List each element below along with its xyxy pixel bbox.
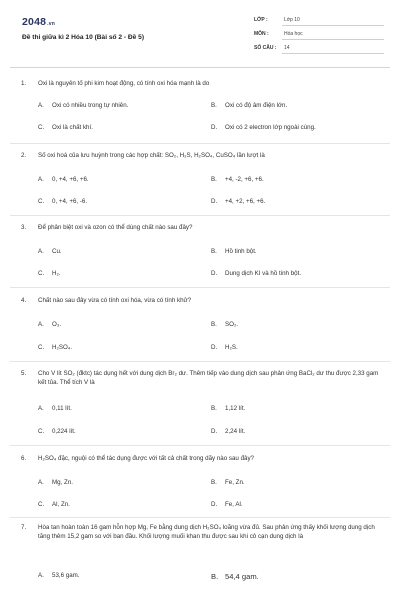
option-text: Oxi có độ âm điện lớn. — [225, 102, 288, 109]
question-text: H₂SO₄ đặc, nguội có thể tác dụng được với tất cả chất trong dãy nào sau đây? — [38, 455, 254, 462]
question-divider — [10, 445, 390, 446]
meta-underline — [282, 25, 384, 26]
question-divider — [10, 287, 390, 288]
meta-key: MÔN : — [254, 31, 269, 37]
option-b[interactable]: B. 54,4 gam. — [211, 572, 259, 581]
option-text: 0,224 lít. — [52, 428, 76, 435]
option-b[interactable]: B. SO₂. — [211, 321, 239, 328]
question-divider — [10, 143, 390, 144]
question-text: Số oxi hoá của lưu huỳnh trong các hợp chất: SO₂, H₂S, H₂SO₄, CuSO₄ lần lượt là — [38, 152, 265, 159]
option-d[interactable]: D. 2,24 lít. — [211, 428, 246, 435]
option-a[interactable]: A. O₃. — [38, 321, 62, 328]
question-number: 7. — [21, 524, 27, 531]
question-divider — [10, 215, 390, 216]
option-c[interactable]: C. 0, +4, +6, -6. — [38, 198, 88, 205]
meta-value: Hóa học — [284, 31, 303, 37]
header-divider — [10, 67, 390, 68]
option-text: Oxi có nhiều trong tự nhiên. — [52, 102, 129, 109]
option-a[interactable]: A. 0,11 lít. — [38, 405, 72, 412]
meta-value: 14 — [284, 45, 290, 51]
question-number: 5. — [21, 370, 27, 377]
option-text: SO₂. — [225, 321, 239, 328]
option-c[interactable]: C. H₂SO₄. — [38, 344, 73, 351]
question-divider — [10, 361, 390, 362]
question-number: 2. — [21, 152, 27, 159]
option-text: H₂. — [52, 270, 61, 277]
option-text: +4, +2, +6, +6. — [225, 198, 266, 205]
option-b[interactable]: B. Hồ tinh bột. — [211, 248, 257, 255]
option-b[interactable]: B. Oxi có độ âm điện lớn. — [211, 102, 288, 109]
option-a[interactable]: A. Oxi có nhiều trong tự nhiên. — [38, 102, 129, 109]
meta-key: LỚP : — [254, 17, 268, 23]
logo-main: 2048 — [22, 16, 47, 28]
question-number: 4. — [21, 297, 27, 304]
question-number: 6. — [21, 455, 27, 462]
option-a[interactable]: A. 53,6 gam. — [38, 572, 80, 579]
question-text: Để phân biệt oxi và ozon có thể dùng chất nào sau đây? — [38, 224, 193, 231]
option-a[interactable]: A. Mg, Zn. — [38, 479, 73, 486]
question-text: Oxi là nguyên tố phi kim hoạt động, có tính oxi hóa mạnh là do — [38, 80, 210, 87]
question-text: Cho V lít SO₂ (đktc) tác dụng hết với dung dịch Br₂ dư. Thêm tiếp vào dung dịch sau phản ứng BaCl₂ dư thu được 2,33 gam kết tủa. Thể tích V là — [38, 370, 379, 386]
question-divider — [10, 517, 390, 518]
option-text: Al, Zn. — [52, 501, 70, 508]
option-text: H₂S. — [225, 344, 238, 351]
meta-key: SỐ CÂU : — [254, 45, 277, 51]
option-d[interactable]: D. +4, +2, +6, +6. — [211, 198, 266, 205]
option-text: 2,24 lít. — [225, 428, 246, 435]
option-text: O₃. — [52, 321, 62, 328]
option-d[interactable]: D. Fe, Al. — [211, 501, 243, 508]
option-c[interactable]: C. Oxi là chất khí. — [38, 124, 93, 131]
option-text: 54,4 gam. — [225, 572, 259, 581]
option-a[interactable]: A. Cu. — [38, 248, 62, 255]
logo-suffix: .vn — [47, 21, 55, 27]
meta-underline — [282, 53, 384, 54]
meta-value: Lớp 10 — [284, 17, 300, 23]
option-b[interactable]: B. 1,12 lít. — [211, 405, 246, 412]
option-text: 0, +4, +6, +6. — [52, 176, 89, 183]
question-number: 3. — [21, 224, 27, 231]
option-text: H₂SO₄. — [52, 344, 73, 351]
meta-row-class — [254, 17, 384, 27]
option-text: 0, +4, +6, -6. — [52, 198, 88, 205]
option-text: Oxi là chất khí. — [52, 124, 93, 131]
option-text: Dung dịch KI và hồ tinh bột. — [225, 270, 302, 277]
option-text: Fe, Al. — [225, 501, 243, 508]
option-text: Cu. — [52, 248, 62, 255]
option-d[interactable]: D. Oxi có 2 electron lớp ngoài cùng. — [211, 124, 316, 131]
option-text: 0,11 lít. — [52, 405, 72, 412]
exam-header — [0, 0, 400, 62]
option-text: +4, -2, +6, +6. — [225, 176, 264, 183]
option-text: 53,6 gam. — [52, 572, 80, 579]
site-logo[interactable] — [22, 15, 55, 30]
meta-underline — [282, 39, 384, 40]
option-text: Oxi có 2 electron lớp ngoài cùng. — [225, 124, 316, 131]
option-a[interactable]: A. 0, +4, +6, +6. — [38, 176, 89, 183]
option-d[interactable]: D. H₂S. — [211, 344, 238, 351]
question-number: 1. — [21, 80, 27, 87]
option-c[interactable]: C. Al, Zn. — [38, 501, 70, 508]
meta-row-count — [254, 45, 384, 55]
option-text: Mg, Zn. — [52, 479, 73, 486]
option-c[interactable]: C. 0,224 lít. — [38, 428, 76, 435]
question-text: Chất nào sau đây vừa có tính oxi hóa, vừa có tính khử? — [38, 297, 192, 304]
option-text: Hồ tinh bột. — [225, 248, 257, 255]
question-text: Hòa tan hoàn toàn 16 gam hỗn hợp Mg, Fe bằng dung dịch H₂SO₄ loãng vừa đủ. Sau phản ứng thấy khối lượng dung dịch tăng thêm 15,2 gam so với ban đầu. Khối lượng muối khan thu được sau khi cô cạn dung dịch là — [38, 524, 375, 540]
option-text: Fe, Zn. — [225, 479, 245, 486]
option-text: 1,12 lít. — [225, 405, 246, 412]
option-c[interactable]: C. H₂. — [38, 270, 61, 277]
option-b[interactable]: B. +4, -2, +6, +6. — [211, 176, 264, 183]
option-b[interactable]: B. Fe, Zn. — [211, 479, 245, 486]
exam-title: Đề thi giữa kì 2 Hóa 10 (Bài số 2 - Đề 5) — [22, 34, 145, 41]
option-d[interactable]: D. Dung dịch KI và hồ tinh bột. — [211, 270, 302, 277]
meta-row-subject — [254, 31, 384, 41]
